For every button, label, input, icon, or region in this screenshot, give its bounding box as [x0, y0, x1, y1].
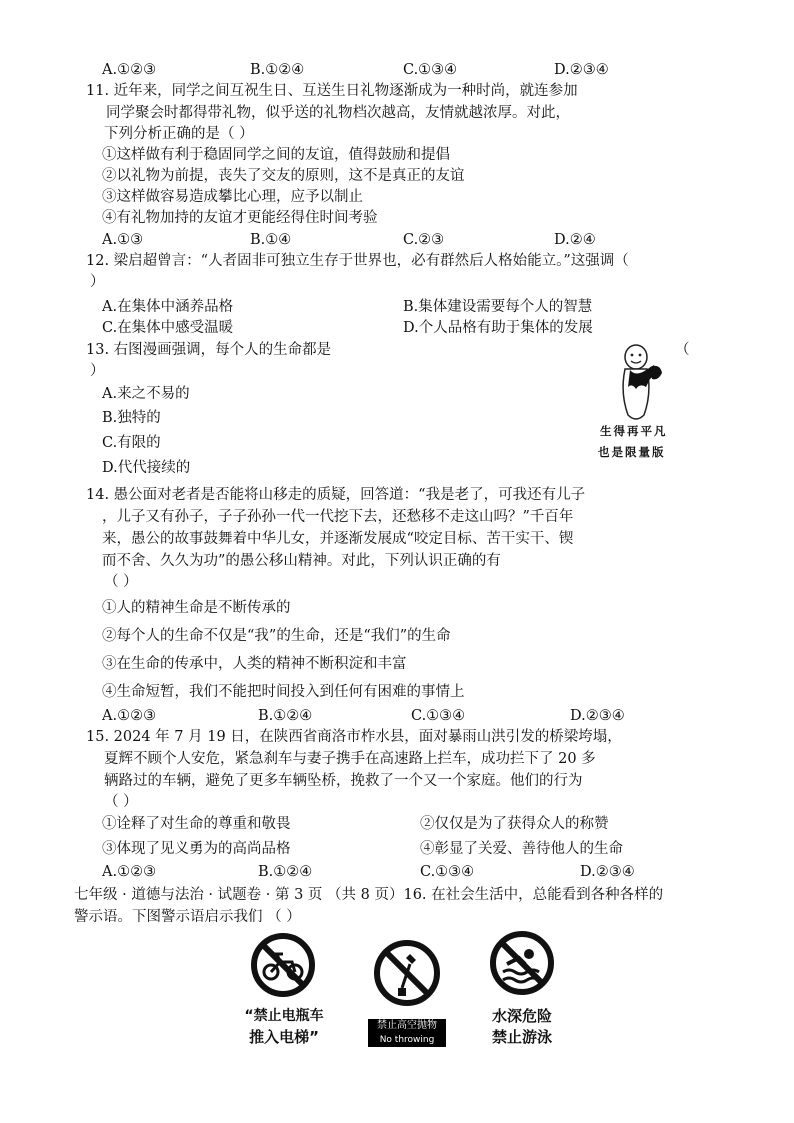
q16-stem-line: 警示语。下图警示语启示我们 （ ） [74, 909, 301, 925]
q13-stem-paren-open: （ [675, 342, 690, 358]
q13-stem-paren-close: ） [90, 363, 105, 379]
sign-caption-line: 禁止游泳 [491, 1028, 552, 1046]
q15-item: ②仅仅是为了获得众人的称赞 [420, 816, 609, 832]
q15-option-b: B.①②④ [258, 864, 313, 880]
q11-stem-line: 11. 近年来，同学之间互祝生日、互送生日礼物逐渐成为一种时尚，就连参加 [86, 83, 578, 99]
q11-option-a: A.①③ [102, 232, 144, 248]
cartoon-figure-icon [610, 343, 670, 423]
q13-option-d: D.代代接续的 [102, 460, 191, 476]
q14-stem-line: 来，愚公的故事鼓舞着中华儿女，并逐渐发展成“咬定目标、苦干实干、锲 [102, 531, 574, 547]
q13-stem-line: 13. 右图漫画强调，每个人的生命都是 [86, 342, 332, 358]
q11-option-b: B.①④ [250, 232, 292, 248]
q12-option-a: A.在集体中涵养品格 [102, 299, 234, 315]
q15-option-c: C.①③④ [420, 864, 475, 880]
q14-stem-line: ，儿子又有孙子，子子孙孙一代一代挖下去，还愁移不走这山吗？”千百年 [102, 509, 574, 525]
cartoon-caption-line: 生得再平凡 [600, 424, 668, 438]
no-ebike-icon [250, 932, 316, 998]
q14-item: ②每个人的生命不仅是“我”的生命，还是“我们”的生命 [102, 628, 451, 644]
cartoon-caption-line: 也是限量版 [598, 445, 666, 459]
no-swimming-icon [489, 930, 555, 996]
q14-item: ④生命短暂，我们不能把时间投入到任何有困难的事情上 [102, 684, 465, 700]
q15-option-d: D.②③④ [580, 864, 635, 880]
q15-stem-line: （ ） [104, 794, 138, 810]
q15-stem-line: 夏辉不顾个人安危，紧急刹车与妻子携手在高速路上拦车，成功拦下了 20 多 [104, 751, 596, 767]
q13-option-b: B.独特的 [102, 410, 161, 426]
q14-option-b: B.①②④ [258, 708, 313, 724]
q12-stem-line: ） [90, 274, 105, 290]
no-throwing-icon [372, 938, 442, 1008]
page-footer: 七年级 · 道德与法治 · 试题卷 · 第 3 页 （共 8 页）16. 在社会生活中，总能看到各种各样的 [74, 887, 664, 903]
q12-option-c: C.在集体中感受温暖 [102, 320, 234, 336]
q11-item: ②以礼物为前提，丧失了交友的原则，这不是真正的友谊 [102, 168, 465, 184]
sign-caption-line: 禁止高空抛物 [377, 1020, 437, 1031]
q15-item: ①诠释了对生命的尊重和敬畏 [102, 816, 291, 832]
q14-option-d: D.②③④ [570, 708, 625, 724]
q10-option-b: B.①②④ [250, 62, 305, 78]
q14-item: ①人的精神生命是不断传承的 [102, 600, 291, 616]
q14-stem-line: （ ） [104, 574, 138, 590]
q11-item: ④有礼物加持的友谊才更能经得住时间考验 [102, 210, 378, 226]
q15-stem-line: 辆路过的车辆，避免了更多车辆坠桥，挽救了一个又一个家庭。他们的行为 [104, 773, 583, 789]
q11-item: ③这样做容易造成攀比心理，应予以制止 [102, 189, 363, 205]
q14-option-c: C.①③④ [411, 708, 466, 724]
q13-option-c: C.有限的 [102, 435, 161, 451]
q11-stem-line: 同学聚会时都得带礼物，似乎送的礼物档次越高，友情就越浓厚。对此， [106, 105, 570, 121]
q15-stem-line: 15. 2024 年 7 月 19 日，在陕西省商洛市柞水县，面对暴雨山洪引发的桥梁垮塌， [86, 729, 622, 745]
q10-option-a: A.①②③ [102, 62, 157, 78]
sign-caption-line: No throwing [379, 1035, 435, 1045]
q14-option-a: A.①②③ [102, 708, 157, 724]
q15-item: ③体现了见义勇为的高尚品格 [102, 841, 291, 857]
sign-caption-line: 水深危险 [491, 1007, 552, 1025]
q12-option-b: B.集体建设需要每个人的智慧 [403, 299, 593, 315]
sign-caption-line: 推入电梯” [249, 1028, 319, 1046]
q11-stem-line: 下列分析正确的是（ ） [104, 126, 254, 142]
q14-stem-line: 14. 愚公面对老者是否能将山移走的质疑，回答道：“我是老了，可我还有儿子 [86, 487, 586, 503]
q11-item: ①这样做有利于稳固同学之间的友谊，值得鼓励和提倡 [102, 147, 450, 163]
q11-option-d: D.②④ [554, 232, 596, 248]
q12-option-d: D.个人品格有助于集体的发展 [403, 320, 593, 336]
q13-option-a: A.来之不易的 [102, 386, 190, 402]
q14-item: ③在生命的传承中，人类的精神不断积淀和丰富 [102, 656, 407, 672]
q11-option-c: C.②③ [403, 232, 445, 248]
sign-caption-box [368, 1019, 446, 1047]
q10-option-d: D.②③④ [554, 62, 609, 78]
q12-stem-line: 12. 梁启超曾言：“人者固非可独立生存于世界也，必有群然后人格始能立。”这强调（ [86, 253, 629, 269]
sign-caption-line: “禁止电瓶车 [244, 1008, 324, 1024]
q10-option-c: C.①③④ [403, 62, 458, 78]
q15-option-a: A.①②③ [102, 864, 157, 880]
q15-item: ④彰显了关爱、善待他人的生命 [420, 841, 623, 857]
q14-stem-line: 而不舍、久久为功”的愚公移山精神。对此，下列认识正确的有 [102, 553, 501, 569]
